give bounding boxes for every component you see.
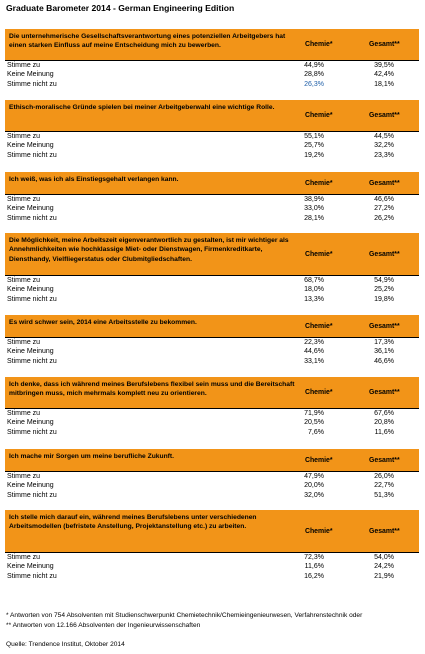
question-text: Ich mache mir Sorgen um meine berufliche Zukunft. bbox=[9, 453, 174, 460]
row-keine-meinung bbox=[5, 285, 419, 294]
question-header bbox=[5, 233, 419, 275]
question-block bbox=[5, 172, 419, 223]
question-header bbox=[5, 100, 419, 131]
row-keine-meinung bbox=[5, 481, 419, 490]
column-header-gesamt: Gesamt** bbox=[369, 179, 400, 187]
question-block bbox=[5, 315, 419, 366]
row-label: Stimme zu bbox=[7, 196, 41, 203]
value-chemie: 26,3% bbox=[304, 80, 324, 88]
row-label: Stimme nicht zu bbox=[7, 491, 57, 499]
value-gesamt: 24,2% bbox=[374, 563, 394, 571]
value-chemie: 71,9% bbox=[304, 410, 324, 417]
row-label: Keine Meinung bbox=[7, 482, 54, 490]
row-keine-meinung bbox=[5, 141, 419, 150]
row-stimme-nicht-zu bbox=[5, 80, 419, 89]
row-label: Stimme zu bbox=[7, 554, 41, 561]
question-block bbox=[5, 510, 419, 581]
value-chemie: 47,9% bbox=[304, 473, 324, 480]
row-keine-meinung bbox=[5, 204, 419, 213]
value-chemie: 13,3% bbox=[304, 295, 324, 303]
question-block bbox=[5, 377, 419, 437]
value-chemie: 25,7% bbox=[304, 142, 324, 150]
value-chemie: 20,5% bbox=[304, 419, 324, 427]
value-chemie: 38,9% bbox=[304, 196, 324, 203]
question-block bbox=[5, 100, 419, 160]
column-header-chemie: Chemie* bbox=[305, 322, 333, 330]
row-stimme-zu bbox=[5, 409, 419, 418]
column-header-chemie: Chemie* bbox=[305, 112, 333, 119]
value-chemie: 33,0% bbox=[304, 205, 324, 213]
row-stimme-nicht-zu bbox=[5, 214, 419, 223]
row-label: Keine Meinung bbox=[7, 286, 54, 294]
footnote-chemie: * Antworten von 754 Absolventen mit Studienschwerpunkt Chemietechnik/Chemieingenieurwesen, Verfahrenstechnik oder bbox=[6, 612, 363, 619]
column-header-gesamt: Gesamt** bbox=[369, 527, 400, 535]
column-header-gesamt: Gesamt** bbox=[369, 322, 400, 330]
row-stimme-zu bbox=[5, 61, 419, 70]
row-label: Stimme nicht zu bbox=[7, 357, 57, 365]
question-block bbox=[5, 29, 419, 89]
value-gesamt: 67,6% bbox=[374, 410, 394, 417]
column-header-chemie: Chemie* bbox=[305, 389, 333, 396]
column-header-chemie: Chemie* bbox=[305, 41, 333, 48]
value-gesamt: 32,2% bbox=[374, 142, 394, 150]
question-text: Ethisch-moralische Gründe spielen bei meiner Arbeitgeberwahl eine wichtige Rolle. bbox=[9, 104, 275, 111]
value-gesamt: 23,3% bbox=[374, 151, 394, 159]
row-stimme-nicht-zu bbox=[5, 572, 419, 581]
question-header bbox=[5, 449, 419, 471]
value-chemie: 16,2% bbox=[304, 572, 324, 580]
row-label: Stimme nicht zu bbox=[7, 428, 57, 436]
row-stimme-zu bbox=[5, 132, 419, 141]
row-label: Keine Meinung bbox=[7, 71, 54, 79]
column-header-chemie: Chemie* bbox=[305, 456, 333, 464]
value-gesamt: 27,2% bbox=[374, 205, 394, 213]
value-chemie: 68,7% bbox=[304, 277, 324, 284]
column-header-gesamt: Gesamt** bbox=[369, 389, 400, 396]
question-text: Ich weiß, was ich als Einstiegsgehalt verlangen kann. bbox=[9, 176, 179, 183]
value-gesamt: 26,2% bbox=[374, 214, 394, 222]
value-gesamt: 51,3% bbox=[374, 491, 394, 499]
row-label: Stimme zu bbox=[7, 410, 41, 417]
value-gesamt: 54,0% bbox=[374, 554, 394, 561]
question-block bbox=[5, 233, 419, 304]
value-chemie: 11,6% bbox=[304, 563, 324, 571]
row-keine-meinung bbox=[5, 70, 419, 79]
value-chemie: 28,8% bbox=[304, 71, 324, 79]
row-label: Keine Meinung bbox=[7, 142, 54, 150]
row-label: Keine Meinung bbox=[7, 563, 54, 571]
value-gesamt: 17,3% bbox=[374, 339, 394, 346]
value-chemie: 55,1% bbox=[304, 133, 324, 140]
value-chemie: 44,6% bbox=[304, 348, 324, 356]
value-gesamt: 11,6% bbox=[374, 428, 394, 436]
row-stimme-nicht-zu bbox=[5, 151, 419, 160]
value-chemie: 22,3% bbox=[304, 339, 324, 346]
row-stimme-zu bbox=[5, 276, 419, 285]
row-stimme-nicht-zu bbox=[5, 357, 419, 366]
question-text: Ich denke, dass ich während meines Berufslebens flexibel sein muss und die Bereitschaft mitbringen muss, mich mehrmals komplett neu zu orientieren. bbox=[9, 381, 295, 398]
question-text: Es wird schwer sein, 2014 eine Arbeitsstelle zu bekommen. bbox=[9, 319, 197, 326]
row-label: Stimme nicht zu bbox=[7, 151, 57, 159]
value-gesamt: 18,1% bbox=[374, 80, 394, 88]
row-label: Stimme nicht zu bbox=[7, 572, 57, 580]
value-gesamt: 46,6% bbox=[374, 196, 394, 203]
value-gesamt: 25,2% bbox=[374, 286, 394, 294]
value-chemie: 72,3% bbox=[304, 554, 324, 561]
page-title: Graduate Barometer 2014 - German Engineering Edition bbox=[6, 3, 235, 13]
value-gesamt: 19,8% bbox=[374, 295, 394, 303]
question-header bbox=[5, 172, 419, 194]
value-gesamt: 21,9% bbox=[374, 572, 394, 580]
row-label: Keine Meinung bbox=[7, 205, 54, 213]
row-label: Keine Meinung bbox=[7, 348, 54, 356]
row-keine-meinung bbox=[5, 347, 419, 356]
question-header bbox=[5, 510, 419, 552]
row-stimme-nicht-zu bbox=[5, 295, 419, 304]
value-gesamt: 22,7% bbox=[374, 482, 394, 490]
column-header-gesamt: Gesamt** bbox=[369, 112, 400, 119]
row-label: Stimme zu bbox=[7, 277, 41, 284]
row-stimme-nicht-zu bbox=[5, 428, 419, 437]
row-label: Stimme nicht zu bbox=[7, 80, 57, 88]
question-header bbox=[5, 29, 419, 60]
value-gesamt: 42,4% bbox=[374, 71, 394, 79]
row-label: Stimme nicht zu bbox=[7, 295, 57, 303]
value-chemie: 33,1% bbox=[304, 357, 324, 365]
value-gesamt: 26,0% bbox=[374, 473, 394, 480]
column-header-chemie: Chemie* bbox=[305, 179, 333, 187]
column-header-gesamt: Gesamt** bbox=[369, 41, 400, 48]
row-label: Stimme zu bbox=[7, 339, 41, 346]
value-chemie: 19,2% bbox=[304, 151, 324, 159]
row-label: Keine Meinung bbox=[7, 419, 54, 427]
value-gesamt: 54,9% bbox=[374, 277, 394, 284]
value-chemie: 28,1% bbox=[304, 214, 324, 222]
question-header bbox=[5, 315, 419, 337]
row-stimme-zu bbox=[5, 553, 419, 562]
row-label: Stimme zu bbox=[7, 133, 41, 140]
question-text: Ich stelle mich darauf ein, während meines Berufslebens unter verschiedenen Arbeitsmodellen (befristete Anstellung, Projektanstellung etc.) zu arbeiten. bbox=[9, 514, 257, 531]
question-header bbox=[5, 377, 419, 408]
question-text: Die unternehmerische Gesellschaftsverantwortung eines potenziellen Arbeitgebers hat einen starken Einfluss auf meine Entscheidung mich zu bewerben. bbox=[9, 33, 286, 50]
row-keine-meinung bbox=[5, 418, 419, 427]
value-chemie: 20,0% bbox=[304, 482, 324, 490]
column-header-chemie: Chemie* bbox=[305, 527, 333, 535]
column-header-gesamt: Gesamt** bbox=[369, 250, 400, 258]
row-label: Stimme zu bbox=[7, 62, 41, 69]
footnote-gesamt: ** Antworten von 12.166 Absolventen der Ingenieurwissenschaften bbox=[6, 622, 201, 629]
row-stimme-zu bbox=[5, 472, 419, 481]
row-label: Stimme zu bbox=[7, 473, 41, 480]
value-chemie: 7,6% bbox=[308, 428, 324, 436]
row-label: Stimme nicht zu bbox=[7, 214, 57, 222]
source-note: Quelle: Trendence Institut, Oktober 2014 bbox=[6, 641, 125, 648]
value-chemie: 44,9% bbox=[304, 62, 324, 69]
row-stimme-zu bbox=[5, 338, 419, 347]
column-header-chemie: Chemie* bbox=[305, 250, 333, 258]
row-keine-meinung bbox=[5, 562, 419, 571]
value-gesamt: 46,6% bbox=[374, 357, 394, 365]
value-gesamt: 20,8% bbox=[374, 419, 394, 427]
row-stimme-nicht-zu bbox=[5, 491, 419, 500]
column-header-gesamt: Gesamt** bbox=[369, 456, 400, 464]
question-block bbox=[5, 449, 419, 500]
value-chemie: 32,0% bbox=[304, 491, 324, 499]
value-chemie: 18,0% bbox=[304, 286, 324, 294]
value-gesamt: 44,5% bbox=[374, 133, 394, 140]
row-stimme-zu bbox=[5, 195, 419, 204]
value-gesamt: 39,5% bbox=[374, 62, 394, 69]
question-text: Die Möglichkeit, meine Arbeitszeit eigenverantwortlich zu gestalten, ist mir wichtiger als Annehmlichkeiten wie hochklassige Miet- oder Dienstwagen, Firmenkreditkarte, Diensthandy, Vielfliegerstatus oder Clubmitgliedschaften. bbox=[9, 237, 289, 263]
value-gesamt: 36,1% bbox=[374, 348, 394, 356]
